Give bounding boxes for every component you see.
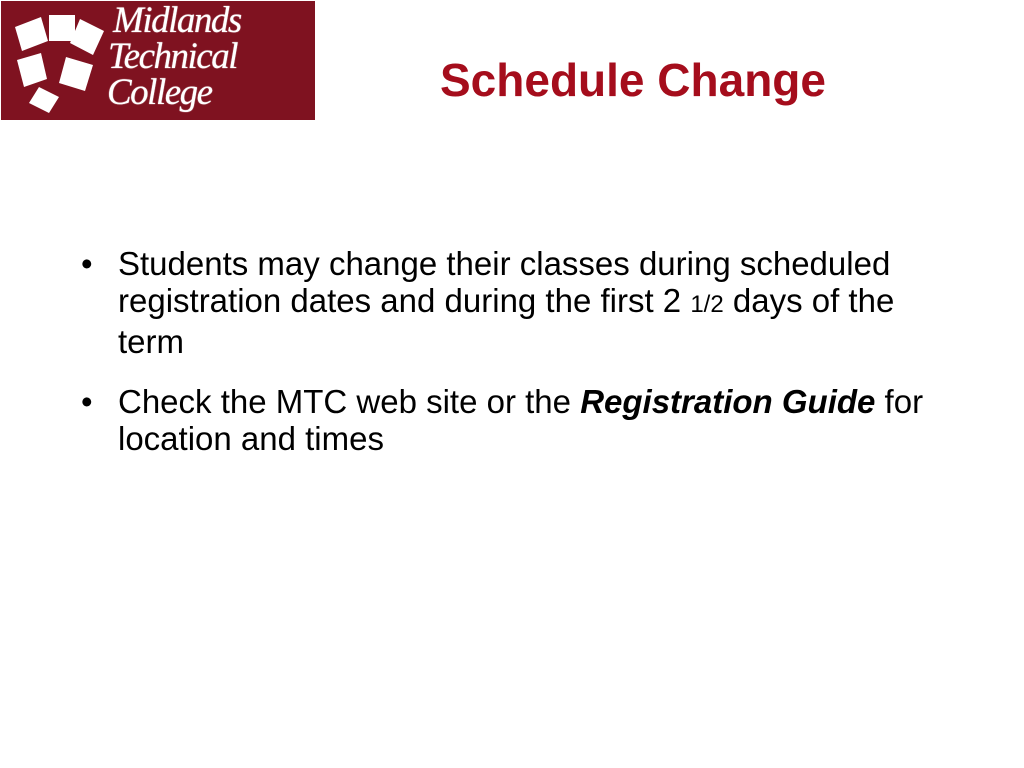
logo-line-midlands: Midlands (113, 1, 241, 41)
fraction-text: 1/2 (690, 291, 724, 318)
slide-title: Schedule Change (440, 54, 826, 106)
college-logo (1, 1, 315, 120)
star-emblem-icon (1, 1, 113, 120)
bullet-dot: • (81, 245, 93, 282)
bullet-text-part: for location and times (118, 383, 924, 457)
bullet-text-part: Students may change their classes during scheduled registration dates and during the first 2 (118, 245, 891, 319)
bullet-item-schedule-change (72, 245, 932, 360)
bullet-text-part: Check the MTC web site or the (118, 383, 581, 420)
bullet-dot: • (81, 383, 93, 420)
logo-line-college: College (107, 72, 212, 113)
bullet-item-registration-guide (72, 383, 932, 457)
bullet-list (72, 245, 932, 480)
registration-guide-emphasis: Registration Guide (580, 383, 876, 420)
logo-line-technical: Technical (108, 36, 238, 77)
bullet-text-part: days of the term (118, 282, 895, 360)
logo-wordmark (107, 1, 241, 113)
